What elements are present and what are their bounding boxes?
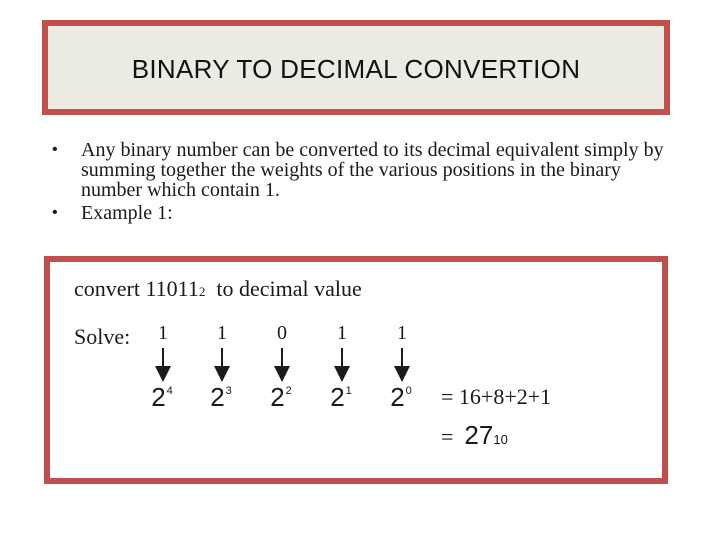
convert-suffix: to decimal value: [216, 276, 362, 301]
sum-expression: = 16+8+2+1: [441, 384, 552, 409]
bullet-dot-icon: •: [52, 141, 58, 158]
example-box: [44, 256, 668, 484]
power-term: [210, 382, 232, 413]
arrow-layer: [50, 262, 662, 478]
power-exponent: 4: [166, 385, 173, 397]
result-equals: =: [441, 424, 454, 449]
bit-digit: 1: [217, 322, 227, 344]
power-term: [330, 382, 352, 413]
power-exponent: 2: [285, 385, 292, 397]
result-value: 27: [464, 420, 494, 450]
bit-digit: 0: [277, 322, 287, 344]
convert-prefix: convert 11011: [74, 276, 199, 301]
bit-digit: 1: [158, 322, 168, 344]
solve-label: Solve:: [74, 324, 131, 349]
power-term: [390, 382, 412, 413]
bit-digit: 1: [337, 322, 347, 344]
power-base: 2: [210, 382, 225, 412]
power-exponent: 3: [225, 385, 232, 397]
power-base: 2: [390, 382, 405, 412]
bit-digit: 1: [397, 322, 407, 344]
bullet-text: Example 1:: [81, 202, 173, 224]
bullet-list: [52, 140, 672, 223]
bullet-item: [52, 140, 672, 200]
power-term: [270, 382, 292, 413]
power-base: 2: [151, 382, 166, 412]
bullet-text: Any binary number can be converted to its decimal equivalent simply by summing together the weights of the various positions in the binary number which contain 1.: [81, 139, 664, 201]
convert-base: 2: [198, 284, 206, 299]
power-term: [151, 382, 173, 413]
power-exponent: 1: [345, 385, 352, 397]
power-base: 2: [270, 382, 285, 412]
result-line: [441, 420, 508, 451]
bullet-item: [52, 203, 672, 223]
title-box: [42, 20, 670, 115]
power-base: 2: [330, 382, 345, 412]
result-base: 10: [493, 432, 508, 447]
bullet-dot-icon: •: [52, 204, 58, 221]
slide-title: BINARY TO DECIMAL CONVERTION: [131, 54, 581, 84]
power-exponent: 0: [405, 385, 412, 397]
